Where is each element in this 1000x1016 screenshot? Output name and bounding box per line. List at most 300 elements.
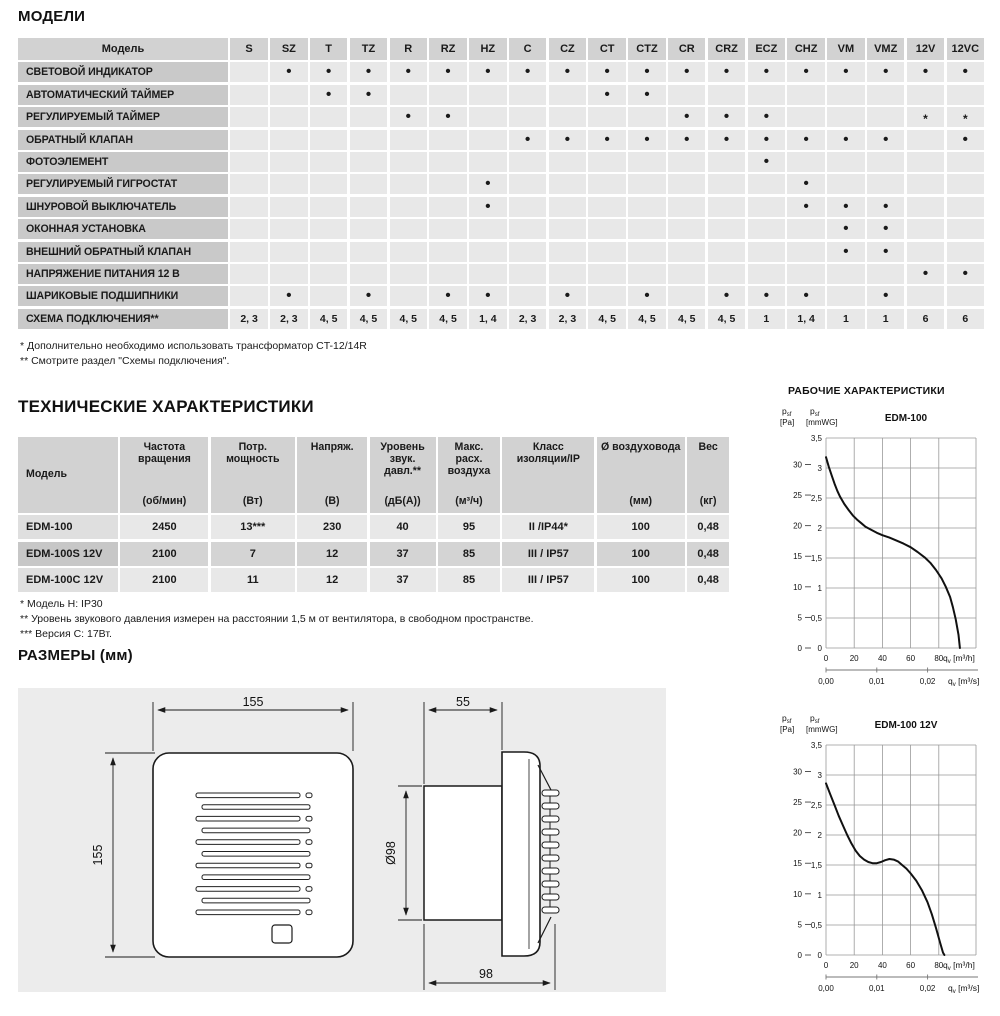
feature-cell: •: [867, 197, 904, 217]
models-column-header: C: [509, 38, 546, 60]
feature-cell: [947, 85, 984, 105]
feature-cell: [947, 219, 984, 239]
feature-cell: [549, 85, 586, 105]
feature-cell: •: [469, 197, 506, 217]
models-column-header: 12VC: [947, 38, 984, 60]
tech-value-cell: 37: [370, 568, 436, 592]
x2-tick-label: 0,02: [919, 984, 936, 993]
feature-cell: 4, 5: [390, 309, 427, 329]
feature-cell: [310, 197, 347, 217]
feature-cell: [668, 174, 705, 194]
feature-cell: [827, 286, 864, 306]
x-tick-label: 20: [849, 961, 859, 970]
tech-value-cell: 0,48: [687, 542, 729, 566]
feature-cell: [469, 264, 506, 284]
mmwg-tick-label: 2,5: [810, 494, 822, 503]
grille-slat: [196, 793, 300, 798]
feature-cell: 1, 4: [787, 309, 824, 329]
performance-chart-edm100-12v: [778, 695, 1000, 1007]
tech-header-name: Модель: [26, 468, 68, 481]
feature-cell: [549, 152, 586, 172]
x-tick-label: 0: [823, 654, 829, 663]
feature-cell: [310, 174, 347, 194]
tech-value-cell: II /IP44*: [502, 515, 594, 539]
tech-value-cell: 230: [297, 515, 367, 539]
spring-fin: [542, 855, 559, 861]
pa-tick-label: 15: [793, 859, 802, 869]
feature-cell: [469, 219, 506, 239]
feature-row-label: СХЕМА ПОДКЛЮЧЕНИЯ**: [18, 309, 228, 329]
models-column-header: CHZ: [787, 38, 824, 60]
feature-cell: 2, 3: [270, 309, 307, 329]
feature-cell: [549, 242, 586, 262]
feature-cell: •: [668, 62, 705, 82]
feature-cell: [668, 152, 705, 172]
tech-column-header: [597, 437, 685, 513]
dim-front-width: 155: [242, 695, 264, 709]
feature-cell: [230, 264, 267, 284]
models-column-header: TZ: [350, 38, 387, 60]
feature-cell: •: [350, 62, 387, 82]
x2-tick-label: 0,00: [818, 677, 834, 686]
feature-row-label: ОБРАТНЫЙ КЛАПАН: [18, 130, 228, 150]
tech-value-cell: 100: [597, 515, 685, 539]
feature-cell: [787, 219, 824, 239]
tech-header-name: Макс. расх. воздуха: [447, 441, 491, 477]
feature-cell: [390, 219, 427, 239]
feature-cell: [509, 264, 546, 284]
spring-fin: [542, 816, 559, 822]
y-axis-sym-pa: $p_{sf}$: [782, 713, 792, 725]
mmwg-tick-label: 0: [817, 951, 822, 960]
models-column-header: T: [310, 38, 347, 60]
models-column-header: R: [390, 38, 427, 60]
feature-cell: [588, 286, 625, 306]
feature-cell: •: [708, 130, 745, 150]
models-column-header: CZ: [549, 38, 586, 60]
feature-cell: •: [628, 286, 665, 306]
grille-slat: [306, 793, 312, 798]
tech-value-cell: III / IP57: [502, 542, 594, 566]
feature-cell: [748, 197, 785, 217]
feature-cell: •: [907, 264, 944, 284]
feature-cell: [350, 174, 387, 194]
dim-front-height: 155: [91, 844, 105, 866]
feature-cell: [907, 107, 944, 127]
feature-cell: 2, 3: [509, 309, 546, 329]
feature-cell: [390, 130, 427, 150]
models-column-header: CR: [668, 38, 705, 60]
x-tick-label: 20: [849, 654, 859, 663]
feature-cell: [628, 107, 665, 127]
feature-cell: [628, 152, 665, 172]
spring-fin: [542, 868, 559, 874]
feature-cell: [668, 219, 705, 239]
feature-cell: [588, 152, 625, 172]
y-axis-unit-pa: [Pa]: [780, 725, 795, 734]
feature-cell: [270, 174, 307, 194]
tech-value-cell: 13***: [211, 515, 295, 539]
feature-cell: [907, 219, 944, 239]
feature-row-label: НАПРЯЖЕНИЕ ПИТАНИЯ 12 В: [18, 264, 228, 284]
tech-value-cell: 2100: [120, 542, 208, 566]
tech-header-unit: (В): [324, 495, 340, 508]
mmwg-tick-label: 1,5: [810, 554, 822, 563]
feature-cell: [350, 197, 387, 217]
feature-cell: [787, 264, 824, 284]
feature-cell: •: [787, 174, 824, 194]
feature-cell: •: [429, 62, 466, 82]
mmwg-tick-label: 1,5: [810, 861, 822, 870]
feature-cell: [549, 264, 586, 284]
feature-cell: [350, 264, 387, 284]
feature-cell: 1: [867, 309, 904, 329]
feature-cell: [867, 152, 904, 172]
feature-cell: [429, 174, 466, 194]
feature-cell: [230, 85, 267, 105]
x-tick-label: 40: [877, 654, 887, 663]
feature-cell: [628, 219, 665, 239]
side-view: [424, 752, 559, 956]
y-axis-sym-mmwg: $p_{sf}$: [810, 713, 820, 725]
feature-cell: [270, 152, 307, 172]
feature-row-label: ШНУРОВОЙ ВЫКЛЮЧАТЕЛЬ: [18, 197, 228, 217]
feature-cell: •: [827, 130, 864, 150]
feature-cell: [748, 85, 785, 105]
feature-cell: [270, 264, 307, 284]
feature-cell: •: [708, 62, 745, 82]
y-axis-unit-mmwg: [mmWG]: [806, 418, 838, 427]
models-section-title: МОДЕЛИ: [18, 8, 86, 25]
feature-cell: [588, 264, 625, 284]
feature-cell: [628, 174, 665, 194]
feature-cell: [907, 152, 944, 172]
feature-cell: •: [787, 197, 824, 217]
tech-value-cell: 2450: [120, 515, 208, 539]
chart-title: EDM-100: [884, 413, 928, 424]
feature-cell: 1, 4: [469, 309, 506, 329]
models-header-model: Модель: [18, 38, 228, 60]
feature-cell: 4, 5: [310, 309, 347, 329]
spring-fin: [542, 842, 559, 848]
feature-cell: [549, 197, 586, 217]
dimensions-drawing-panel: [18, 688, 666, 992]
feature-cell: [708, 264, 745, 284]
feature-cell: [469, 152, 506, 172]
feature-cell: [588, 197, 625, 217]
mmwg-tick-label: 0: [817, 644, 822, 653]
feature-cell: 4, 5: [708, 309, 745, 329]
feature-cell: •: [469, 174, 506, 194]
feature-cell: [310, 264, 347, 284]
tech-model-name: EDM-100S 12V: [18, 542, 118, 566]
feature-cell: [827, 264, 864, 284]
tech-footnote-3: *** Версия C: 17Вт.: [20, 628, 112, 640]
pa-tick-label: 20: [793, 828, 802, 838]
tech-header-unit: (дБ(А)): [384, 495, 421, 508]
spring-fin: [542, 803, 559, 809]
mmwg-tick-label: 2: [817, 524, 822, 533]
feature-cell: •: [549, 130, 586, 150]
feature-cell: [350, 130, 387, 150]
y-axis-unit-mmwg: [mmWG]: [806, 725, 838, 734]
feature-cell: [350, 242, 387, 262]
models-feature-table: [18, 38, 984, 329]
grille-slat: [306, 863, 312, 868]
feature-cell: •: [668, 130, 705, 150]
feature-cell: [907, 174, 944, 194]
feature-cell: [588, 174, 625, 194]
models-column-header: VMZ: [867, 38, 904, 60]
feature-cell: •: [787, 286, 824, 306]
models-column-header: 12V: [907, 38, 944, 60]
tech-column-header: [502, 437, 594, 513]
feature-cell: [907, 242, 944, 262]
feature-cell: •: [947, 264, 984, 284]
feature-cell: [230, 130, 267, 150]
feature-cell: •: [867, 62, 904, 82]
feature-cell: [230, 107, 267, 127]
tech-value-cell: 7: [211, 542, 295, 566]
tech-value-cell: 12: [297, 568, 367, 592]
asterisk-marker: *: [962, 112, 968, 127]
x-tick-label: 80: [934, 961, 944, 970]
x-tick-label: 0: [823, 961, 829, 970]
feature-cell: •: [310, 85, 347, 105]
feature-cell: [350, 107, 387, 127]
feature-cell: •: [469, 286, 506, 306]
mmwg-tick-label: 3: [817, 464, 822, 473]
tech-value-cell: 100: [597, 568, 685, 592]
feature-cell: [668, 242, 705, 262]
feature-cell: [787, 242, 824, 262]
feature-cell: [708, 174, 745, 194]
feature-cell: [509, 107, 546, 127]
feature-cell: •: [947, 130, 984, 150]
models-column-header: RZ: [429, 38, 466, 60]
feature-row-label: РЕГУЛИРУЕМЫЙ ГИГРОСТАТ: [18, 174, 228, 194]
tech-header-unit: (об/мин): [142, 495, 187, 508]
feature-cell: [947, 152, 984, 172]
grille-slat: [202, 805, 310, 810]
feature-cell: 1: [748, 309, 785, 329]
feature-cell: •: [748, 62, 785, 82]
charts-section-title: РАБОЧИЕ ХАРАКТЕРИСТИКИ: [788, 385, 945, 397]
pa-tick-label: 30: [793, 767, 802, 777]
tech-header-name: Частота вращения: [137, 441, 191, 465]
feature-cell: [270, 107, 307, 127]
feature-cell: [827, 107, 864, 127]
spring-fin: [542, 907, 559, 913]
x2-tick-label: 0,00: [818, 984, 834, 993]
feature-cell: [350, 152, 387, 172]
feature-cell: •: [270, 62, 307, 82]
feature-cell: •: [429, 286, 466, 306]
pa-tick-label: 10: [793, 582, 802, 592]
feature-cell: [270, 130, 307, 150]
feature-cell: [390, 242, 427, 262]
feature-cell: [827, 85, 864, 105]
x-axis-unit-m3h: $q_v$ [m³/h]: [943, 960, 975, 972]
feature-cell: [509, 152, 546, 172]
feature-cell: •: [827, 197, 864, 217]
models-column-header: CT: [588, 38, 625, 60]
tech-column-header: [211, 437, 295, 513]
feature-cell: •: [628, 130, 665, 150]
dim-side-depth: 55: [456, 695, 470, 709]
feature-cell: [429, 197, 466, 217]
tech-header-name: Напряж.: [310, 441, 354, 453]
feature-cell: [867, 174, 904, 194]
feature-cell: [230, 62, 267, 82]
feature-cell: •: [390, 107, 427, 127]
tech-value-cell: 85: [438, 568, 500, 592]
feature-cell: •: [748, 107, 785, 127]
feature-cell: •: [549, 62, 586, 82]
pa-tick-label: 5: [797, 613, 802, 623]
tech-value-cell: III / IP57: [502, 568, 594, 592]
x-axis-unit-m3s: $q_v$ [m³/s]: [948, 983, 980, 995]
duct-spigot: [424, 786, 502, 920]
spring-fin: [542, 881, 559, 887]
feature-cell: [668, 286, 705, 306]
grille-slat: [202, 898, 310, 903]
feature-cell: •: [668, 107, 705, 127]
feature-cell: [748, 219, 785, 239]
feature-cell: •: [310, 62, 347, 82]
grille-slat: [306, 840, 312, 845]
feature-cell: •: [867, 130, 904, 150]
feature-cell: [429, 219, 466, 239]
feature-cell: [708, 197, 745, 217]
feature-cell: •: [907, 62, 944, 82]
mmwg-tick-label: 3: [817, 771, 822, 780]
feature-cell: •: [867, 242, 904, 262]
tech-specs-table: [18, 437, 719, 592]
feature-cell: [270, 242, 307, 262]
feature-cell: 2, 3: [549, 309, 586, 329]
feature-cell: [509, 197, 546, 217]
tech-header-unit: (Вт): [242, 495, 263, 508]
feature-cell: •: [509, 62, 546, 82]
grille-slat: [202, 828, 310, 833]
feature-cell: 4, 5: [350, 309, 387, 329]
tech-column-header: [438, 437, 500, 513]
feature-cell: [429, 130, 466, 150]
tech-value-cell: 0,48: [687, 568, 729, 592]
x-tick-label: 40: [877, 961, 887, 970]
feature-cell: [748, 242, 785, 262]
tech-header-unit: (м³/ч): [455, 495, 483, 508]
models-column-header: CRZ: [708, 38, 745, 60]
feature-cell: [588, 242, 625, 262]
tech-column-header: [120, 437, 208, 513]
feature-cell: •: [509, 130, 546, 150]
feature-cell: [787, 85, 824, 105]
feature-cell: •: [588, 130, 625, 150]
x-tick-label: 80: [934, 654, 944, 663]
y-axis-unit-pa: [Pa]: [780, 418, 795, 427]
dims-section-title: РАЗМЕРЫ (мм): [18, 647, 133, 664]
performance-curve: [826, 457, 960, 648]
feature-row-label: ФОТОЭЛЕМЕНТ: [18, 152, 228, 172]
grille-slat: [196, 816, 300, 821]
tech-model-name: EDM-100C 12V: [18, 568, 118, 592]
y-axis-sym-pa: $p_{sf}$: [782, 406, 792, 418]
feature-cell: •: [748, 152, 785, 172]
models-footnote-2: ** Смотрите раздел "Схемы подключения".: [20, 355, 230, 367]
grille-slat: [202, 875, 310, 880]
feature-cell: [230, 152, 267, 172]
feature-cell: •: [827, 242, 864, 262]
feature-cell: 4, 5: [628, 309, 665, 329]
models-column-header: S: [230, 38, 267, 60]
pa-tick-label: 20: [793, 521, 802, 531]
tech-header-name: Уровень звук. давл.**: [380, 441, 425, 477]
dimensions-drawing: [18, 688, 666, 992]
feature-row-label: РЕГУЛИРУЕМЫЙ ТАЙМЕР: [18, 107, 228, 127]
feature-cell: [867, 85, 904, 105]
dim-total-depth: 98: [479, 967, 493, 981]
grille-slat: [306, 887, 312, 892]
mmwg-tick-label: 0,5: [810, 921, 822, 930]
feature-cell: [668, 197, 705, 217]
tech-column-header: [18, 437, 118, 513]
performance-curve: [826, 783, 944, 955]
feature-cell: [708, 152, 745, 172]
feature-cell: [469, 130, 506, 150]
feature-cell: •: [469, 62, 506, 82]
feature-cell: [588, 107, 625, 127]
tech-value-cell: 100: [597, 542, 685, 566]
feature-cell: •: [350, 85, 387, 105]
feature-cell: [310, 107, 347, 127]
feature-cell: •: [549, 286, 586, 306]
tech-header-name: Потр. мощность: [226, 441, 280, 465]
mmwg-tick-label: 1: [817, 584, 822, 593]
x2-tick-label: 0,01: [869, 677, 885, 686]
feature-cell: [787, 107, 824, 127]
feature-cell: [509, 242, 546, 262]
feature-cell: •: [588, 85, 625, 105]
feature-cell: [509, 85, 546, 105]
feature-cell: [628, 197, 665, 217]
mmwg-tick-label: 2,5: [810, 801, 822, 810]
tech-footnote-2: ** Уровень звукового давления измерен на расстоянии 1,5 м от вентилятора, в свободном пространстве.: [20, 613, 534, 625]
feature-cell: •: [947, 62, 984, 82]
feature-cell: [947, 197, 984, 217]
performance-chart-edm100: [778, 388, 1000, 700]
feature-row-label: ОКОННАЯ УСТАНОВКА: [18, 219, 228, 239]
feature-cell: [429, 152, 466, 172]
feature-cell: [668, 264, 705, 284]
tech-value-cell: 0,48: [687, 515, 729, 539]
feature-cell: [230, 197, 267, 217]
feature-cell: •: [270, 286, 307, 306]
feature-cell: [827, 152, 864, 172]
feature-row-label: ШАРИКОВЫЕ ПОДШИПНИКИ: [18, 286, 228, 306]
mmwg-tick-label: 1: [817, 891, 822, 900]
feature-cell: •: [827, 219, 864, 239]
x-tick-label: 60: [906, 654, 916, 663]
feature-cell: [270, 197, 307, 217]
feature-row-label: ВНЕШНИЙ ОБРАТНЫЙ КЛАПАН: [18, 242, 228, 262]
tech-column-header: [370, 437, 436, 513]
mmwg-tick-label: 0,5: [810, 614, 822, 623]
pa-tick-label: 30: [793, 460, 802, 470]
feature-cell: [947, 242, 984, 262]
feature-cell: [867, 107, 904, 127]
